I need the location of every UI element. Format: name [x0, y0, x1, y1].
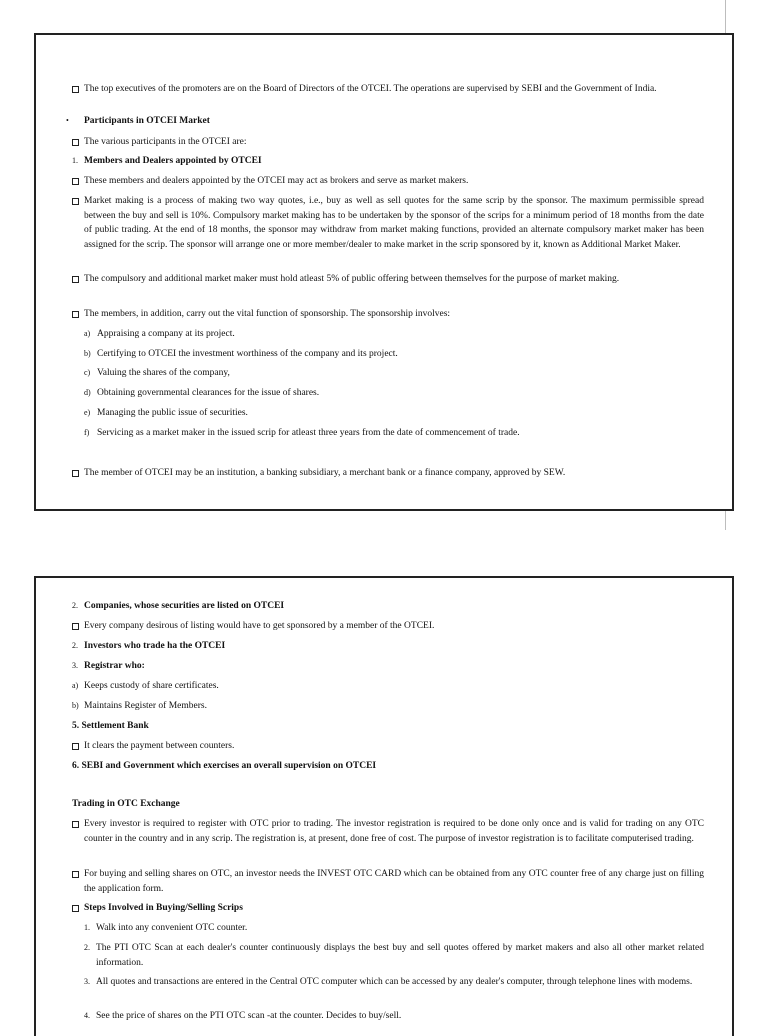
- item-text: Trading in OTC Exchange: [72, 799, 180, 809]
- item-marker: 1.: [72, 156, 78, 165]
- item-text: The compulsory and additional market maker must hold atleast 5% of public offering between themselves for the purpose of market making.: [84, 274, 620, 284]
- item-marker: d): [84, 388, 91, 397]
- item-text: It clears the payment between counters.: [84, 741, 235, 751]
- square-bullet-icon: [72, 307, 79, 322]
- item-marker: f): [84, 428, 90, 437]
- item-text: The various participants in the OTCEI are:: [84, 137, 247, 147]
- square-bullet-icon: [72, 82, 79, 97]
- item-text: Obtaining governmental clearances for the issue of shares.: [97, 388, 320, 398]
- item-text: Certifying to OTCEI the investment worthiness of the company and its project.: [97, 349, 398, 359]
- item-text: Companies, whose securities are listed on OTCEI: [84, 601, 285, 611]
- item-marker: 3.: [72, 661, 78, 670]
- item-marker: a): [84, 329, 91, 338]
- square-bullet-icon: [72, 135, 79, 150]
- item-text: The top executives of the promoters are on the Board of Directors of the OTCEI. The operations are supervised by SEBI and the Government of India.: [84, 84, 657, 94]
- item-text: See the price of shares on the PTI OTC scan -at the counter. Decides to buy/sell.: [96, 1011, 402, 1021]
- square-bullet-icon: [72, 739, 79, 754]
- square-bullet-icon: [72, 901, 79, 916]
- item-text: Every company desirous of listing would have to get sponsored by a member of the OTCEI.: [84, 621, 435, 631]
- item-text: Managing the public issue of securities.: [97, 408, 248, 418]
- item-marker: •: [66, 116, 69, 125]
- item-text: Participants in OTCEI Market: [84, 116, 210, 126]
- item-text: Appraising a company at its project.: [97, 329, 235, 339]
- item-text: Steps Involved in Buying/Selling Scrips: [84, 903, 243, 913]
- item-text: Members and Dealers appointed by OTCEI: [84, 156, 262, 166]
- item-text: Servicing as a market maker in the issued scrip for atleast three years from the date of commencement of trade.: [97, 428, 520, 438]
- item-text: The member of OTCEI may be an institution, a banking subsidiary, a merchant bank or a finance company, approved by SEW.: [84, 468, 566, 478]
- square-bullet-icon: [72, 867, 79, 882]
- item-marker: e): [84, 408, 91, 417]
- item-marker: a): [72, 681, 79, 690]
- item-text: 5. Settlement Bank: [72, 721, 149, 731]
- item-marker: 4.: [84, 1011, 90, 1020]
- item-text: The members, in addition, carry out the vital function of sponsorship. The sponsorship involves:: [84, 309, 451, 319]
- square-bullet-icon: [72, 466, 79, 481]
- item-text: Walk into any convenient OTC counter.: [96, 923, 248, 933]
- item-marker: b): [72, 701, 79, 710]
- item-marker: 1.: [84, 923, 90, 932]
- item-marker: b): [84, 349, 91, 358]
- square-bullet-icon: [72, 817, 79, 832]
- square-bullet-icon: [72, 272, 79, 287]
- item-text: 6. SEBI and Government which exercises an overall supervision on OTCEI: [72, 761, 377, 771]
- square-bullet-icon: [72, 174, 79, 189]
- square-bullet-icon: [72, 194, 79, 209]
- item-text: Registrar who:: [84, 661, 145, 671]
- item-marker: 3.: [84, 977, 90, 986]
- item-marker: 2.: [84, 943, 90, 952]
- item-marker: 2.: [72, 601, 78, 610]
- item-text: The PTI OTC Scan at each dealer's counter continuously displays the best buy and sell quotes offered by market makers and also all other market related information.: [96, 943, 704, 968]
- square-bullet-icon: [72, 619, 79, 634]
- item-text: Every investor is required to register with OTC prior to trading. The investor registration is required to be done only once and is valid for trading on any OTC counter in the country and in any scrip. The registration is, at present, done free of cost. The purpose of investor registration is to facilitate computerised trading.: [84, 819, 704, 844]
- item-text: For buying and selling shares on OTC, an investor needs the INVEST OTC CARD which can be obtained from any OTC counter free of any charge just on filling the application form.: [84, 869, 704, 894]
- item-marker: 2.: [72, 641, 78, 650]
- item-text: Keeps custody of share certificates.: [84, 681, 219, 691]
- item-text: Maintains Register of Members.: [84, 701, 207, 711]
- item-text: Market making is a process of making two way quotes, i.e., buy as well as sell quotes for the same scrip by the sponsor. The maximum permissible spread between the buy and sell is 10%. Compulsory market making has to be undertaken by the sponsor of the scrips for a minimum period of 18 months from the date of public trading. At the end of 18 months, the sponsor may withdraw from market making functions, provided an alternate compulsory market maker has been assigned for the scrip. The sponsor will arrange one or more member/dealer to make market in the scrip sponsored by it, known as Additional Market Maker.: [84, 196, 704, 250]
- slide-otcei-trading: [34, 576, 734, 1036]
- slide-otcei-participants: [34, 33, 734, 511]
- item-marker: c): [84, 368, 91, 377]
- item-text: These members and dealers appointed by the OTCEI may act as brokers and serve as market makers.: [84, 176, 469, 186]
- item-text: Valuing the shares of the company,: [97, 368, 230, 378]
- item-text: All quotes and transactions are entered in the Central OTC computer which can be accessed by any dealer's computer, through telephone lines with modems.: [96, 977, 693, 987]
- item-text: Investors who trade ha the OTCEI: [84, 641, 226, 651]
